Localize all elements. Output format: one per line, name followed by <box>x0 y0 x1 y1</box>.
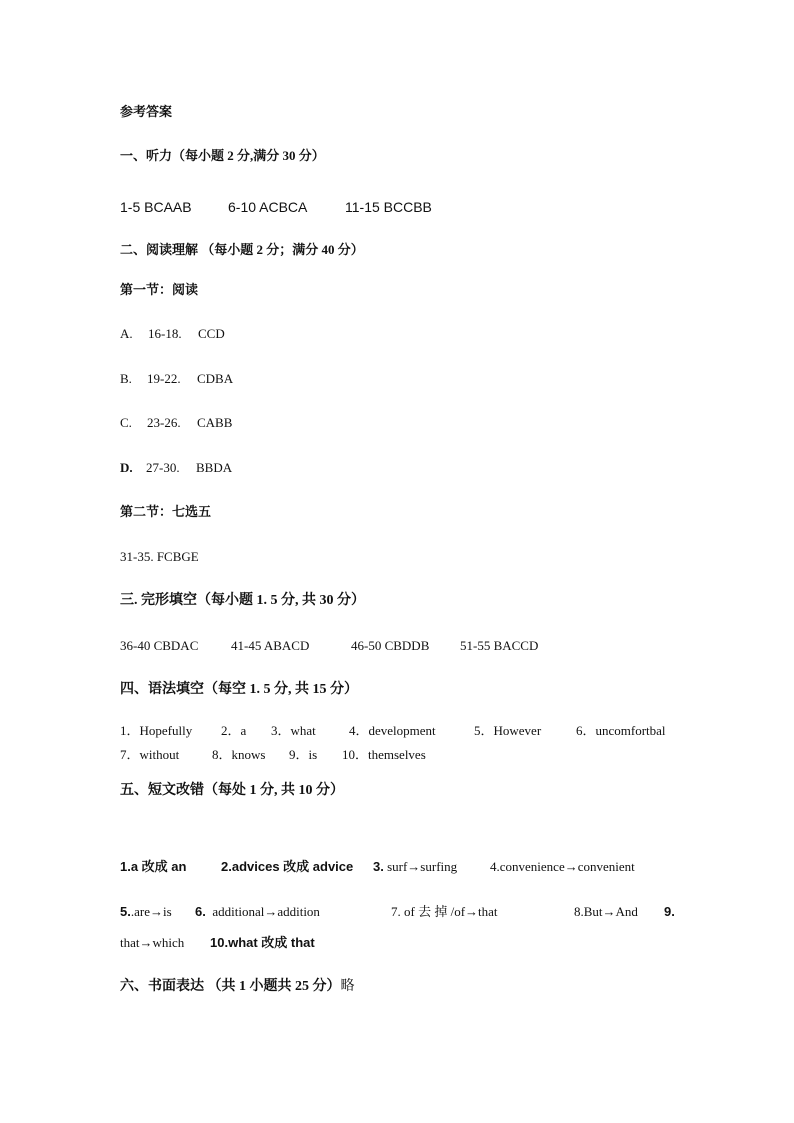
reading-section2-title: 第二节：七选五 <box>120 504 212 519</box>
correction-item <box>221 859 353 875</box>
correction-item <box>195 904 320 920</box>
cloze-answer: 36-40 CBDAC <box>120 638 199 653</box>
correction-item <box>391 904 498 920</box>
reading-section1-title: 第一节：阅读 <box>120 282 199 297</box>
reading-item-range: 16-18. <box>148 326 182 341</box>
correction-item <box>373 859 457 875</box>
reading-item-answer: CDBA <box>197 371 234 386</box>
correction-item-number: 3. <box>373 859 384 874</box>
listening-answer-11-15: 11-15 BCCBB <box>345 199 432 215</box>
grammar-answer: 3．what <box>271 723 316 738</box>
grammar-heading: 四、语法填空（每空 1. 5 分, 共 15 分） <box>120 682 358 697</box>
correction-item-text: a 改成 an <box>130 859 187 874</box>
correction-item: 4.convenience→convenient <box>490 859 635 874</box>
reading-item-range: 23-26. <box>147 415 181 430</box>
correction-item-number: 2. <box>221 859 232 874</box>
correction-item-text: that→which <box>120 935 185 950</box>
grammar-answer: 4．development <box>349 723 436 738</box>
reading-item-range: 19-22. <box>147 371 181 386</box>
correction-row-2 <box>120 904 720 920</box>
correction-item-text: additional→addition <box>212 904 320 919</box>
reading-item-a <box>120 326 720 342</box>
reading-heading: 二、阅读理解 （每小题 2 分；满分 40 分） <box>120 242 364 257</box>
writing-heading-text: 六、书面表达 （共 1 小题共 25 分） <box>120 979 341 994</box>
grammar-answer: 10．themselves <box>342 747 426 762</box>
correction-item: 8.But→And <box>574 904 638 919</box>
reading-item-letter: D. <box>120 460 133 475</box>
correction-item-number: 1. <box>120 859 131 874</box>
correction-item-number: 9. <box>664 904 675 919</box>
correction-item <box>210 935 315 951</box>
correction-item-number: 6. <box>195 904 206 919</box>
correction-item <box>120 904 172 920</box>
reading-item-d <box>120 460 720 476</box>
cloze-answers <box>120 638 720 654</box>
reading-item-letter: A. <box>120 326 133 341</box>
grammar-answer: 2．a <box>221 723 247 738</box>
reading-item-answer: CABB <box>197 415 233 430</box>
grammar-row-1 <box>120 723 720 739</box>
grammar-answer: 5．However <box>474 723 542 738</box>
reading-item-answer: CCD <box>198 326 225 341</box>
page-title: 参考答案 <box>120 104 173 119</box>
correction-item-text: surf→surfing <box>387 859 458 874</box>
correction-row-1 <box>120 859 720 875</box>
listening-answer-1-5: 1-5 BCAAB <box>120 199 192 215</box>
correction-row-3 <box>120 935 720 951</box>
reading-item-letter: C. <box>120 415 132 430</box>
grammar-answer: 1．Hopefully <box>120 723 193 738</box>
reading-item-c <box>120 415 720 431</box>
correction-item-number: 5. <box>120 904 131 919</box>
listening-answer-6-10: 6-10 ACBCA <box>228 199 308 215</box>
cloze-answer: 51-55 BACCD <box>460 638 539 653</box>
correction-item-number: 7. <box>391 904 401 919</box>
cloze-answer: 41-45 ABACD <box>231 638 310 653</box>
reading-item-answer: BBDA <box>196 460 233 475</box>
grammar-answer: 9．is <box>289 747 318 762</box>
reading-item-letter: B. <box>120 371 132 386</box>
cloze-answer: 46-50 CBDDB <box>351 638 430 653</box>
grammar-answer: 8．knows <box>212 747 266 762</box>
listening-answers <box>120 199 720 215</box>
correction-heading: 五、短文改错（每处 1 分, 共 10 分） <box>120 783 344 798</box>
correction-item <box>120 859 186 875</box>
correction-item-text: what 改成 that <box>228 935 315 950</box>
correction-item-text: advices 改成 advice <box>231 859 354 874</box>
listening-heading: 一、听力（每小题 2 分,满分 30 分） <box>120 148 325 163</box>
grammar-answer: 7．without <box>120 747 180 762</box>
writing-note: 略 <box>340 979 355 994</box>
grammar-row-2 <box>120 747 720 763</box>
correction-item-text: of 去 掉 /of→that <box>404 904 498 919</box>
correction-item-text: .are→is <box>130 904 172 919</box>
correction-item-number: 10. <box>210 935 229 950</box>
reading-item-range: 27-30. <box>146 460 180 475</box>
reading-section2-answer: 31-35. FCBGE <box>120 549 199 564</box>
grammar-answer: 6．uncomfortbal <box>576 723 666 738</box>
cloze-heading: 三. 完形填空（每小题 1. 5 分, 共 30 分） <box>120 593 365 608</box>
writing-heading <box>120 979 355 995</box>
reading-item-b <box>120 371 720 387</box>
